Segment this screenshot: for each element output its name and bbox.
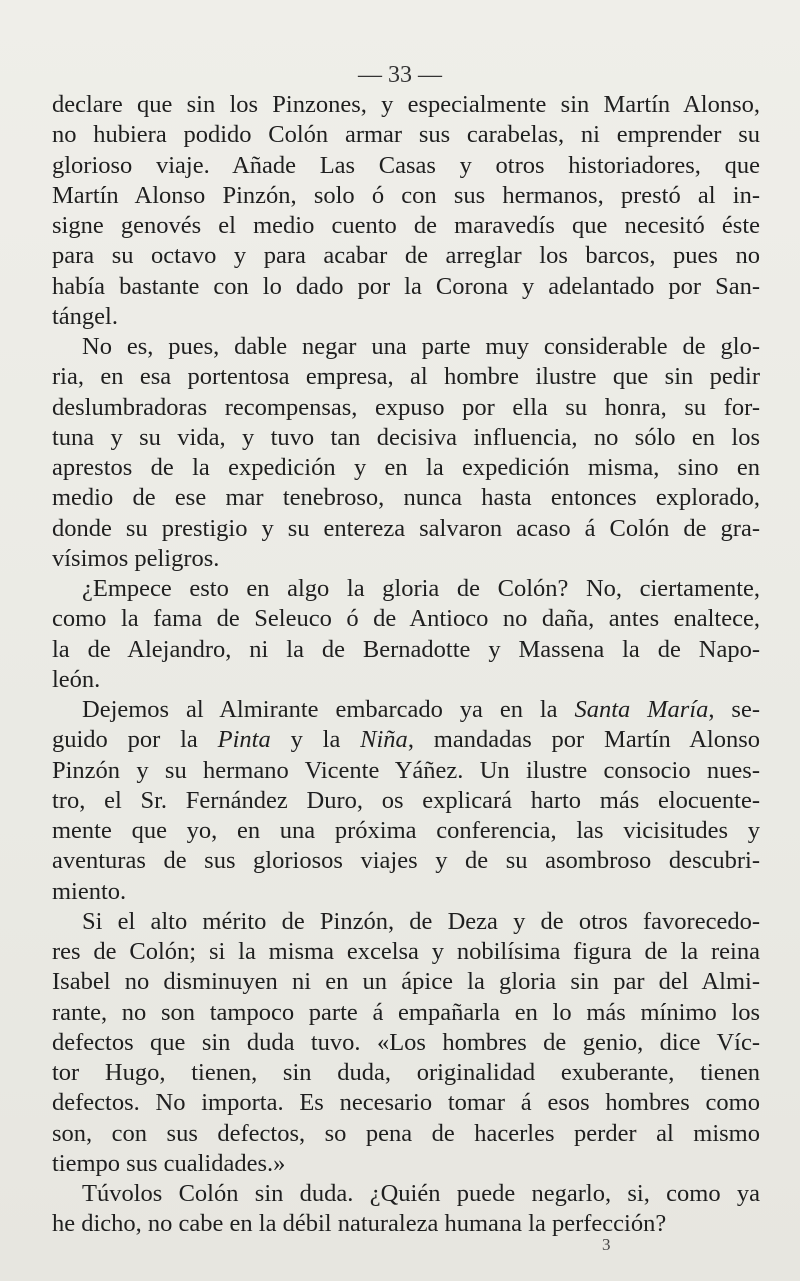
text-line: tángel. bbox=[52, 302, 118, 330]
text-line: he dicho, no cabe en la débil naturaleza humana la perfección? bbox=[52, 1210, 667, 1238]
text-line: mente que yo, en una próxima conferencia, las vicisitudes y bbox=[52, 817, 760, 844]
text-line: como la fama de Seleuco ó de Antioco no daña, antes enaltece, bbox=[52, 605, 760, 633]
text-line: tor Hugo, tienen, sin duda, originalidad exuberante, tienen bbox=[52, 1059, 760, 1086]
text-line: son, con sus defectos, so pena de hacerles perder al mismo bbox=[52, 1119, 760, 1147]
text-line: tuna y su vida, y tuvo tan decisiva influencia, no sólo en los bbox=[52, 423, 760, 451]
text-line: león. bbox=[52, 665, 101, 693]
text-line: rante, no son tampoco parte á empañarla en lo más mínimo los bbox=[52, 998, 760, 1026]
text-line: miento. bbox=[52, 877, 127, 905]
text-line: medio de ese mar tenebroso, nunca hasta entonces explorado, bbox=[52, 484, 760, 512]
text-line: tro, el Sr. Fernández Duro, os explicará harto más elocuente- bbox=[52, 786, 760, 814]
text-line: donde su prestigio y su entereza salvaron acaso á Colón de gra- bbox=[52, 514, 760, 542]
text-line: la de Alejandro, ni la de Bernadotte y Massena la de Napo- bbox=[52, 635, 760, 663]
text-line: guido por la Pinta y la Niña, mandadas por Martín Alonso bbox=[52, 726, 760, 754]
text-line: Pinzón y su hermano Vicente Yáñez. Un ilustre consocio nues- bbox=[52, 756, 760, 784]
body-text bbox=[52, 90, 760, 1240]
text-line: no hubiera podido Colón armar sus carabelas, ni emprender su bbox=[52, 121, 760, 149]
text-line: Si el alto mérito de Pinzón, de Deza y de otros favorecedo- bbox=[82, 907, 760, 935]
text-line: para su octavo y para acabar de arreglar los barcos, pues no bbox=[52, 242, 760, 270]
text-line: aventuras de sus gloriosos viajes y de su asombroso descubri- bbox=[52, 847, 760, 875]
text-line: deslumbradoras recompensas, expuso por ella su honra, su for- bbox=[52, 393, 760, 421]
text-line: defectos que sin duda tuvo. «Los hombres de genio, dice Víc- bbox=[52, 1028, 760, 1056]
text-line: aprestos de la expedición y en la expedición misma, sino en bbox=[52, 454, 760, 481]
text-line: glorioso viaje. Añade Las Casas y otros historiadores, que bbox=[52, 151, 760, 179]
signature-mark: 3 bbox=[602, 1235, 611, 1254]
text-line: había bastante con lo dado por la Corona y adelantado por San- bbox=[52, 272, 760, 300]
text-line: Dejemos al Almirante embarcado ya en la Santa María, se- bbox=[82, 696, 760, 723]
text-line: Martín Alonso Pinzón, solo ó con sus hermanos, prestó al in- bbox=[52, 181, 760, 209]
text-line: res de Colón; si la misma excelsa y nobilísima figura de la reina bbox=[52, 938, 760, 965]
text-line: No es, pues, dable negar una parte muy considerable de glo- bbox=[82, 333, 760, 360]
text-line: signe genovés el medio cuento de maravedís que necesitó éste bbox=[52, 212, 760, 239]
text-line: Isabel no disminuyen ni en un ápice la gloria sin par del Almi- bbox=[52, 968, 760, 996]
text-line: declare que sin los Pinzones, y especialmente sin Martín Alonso, bbox=[52, 91, 760, 118]
text-line: Túvolos Colón sin duda. ¿Quién puede negarlo, si, como ya bbox=[82, 1180, 760, 1207]
text-line: vísimos peligros. bbox=[52, 544, 220, 572]
text-line: ¿Empece esto en algo la gloria de Colón? No, ciertamente, bbox=[82, 575, 760, 602]
text-line: ria, en esa portentosa empresa, al hombre ilustre que sin pedir bbox=[52, 363, 760, 391]
text-line: tiempo sus cualidades.» bbox=[52, 1149, 286, 1177]
page-number: — 33 — bbox=[358, 62, 442, 88]
text-line: defectos. No importa. Es necesario tomar á esos hombres como bbox=[52, 1089, 760, 1117]
